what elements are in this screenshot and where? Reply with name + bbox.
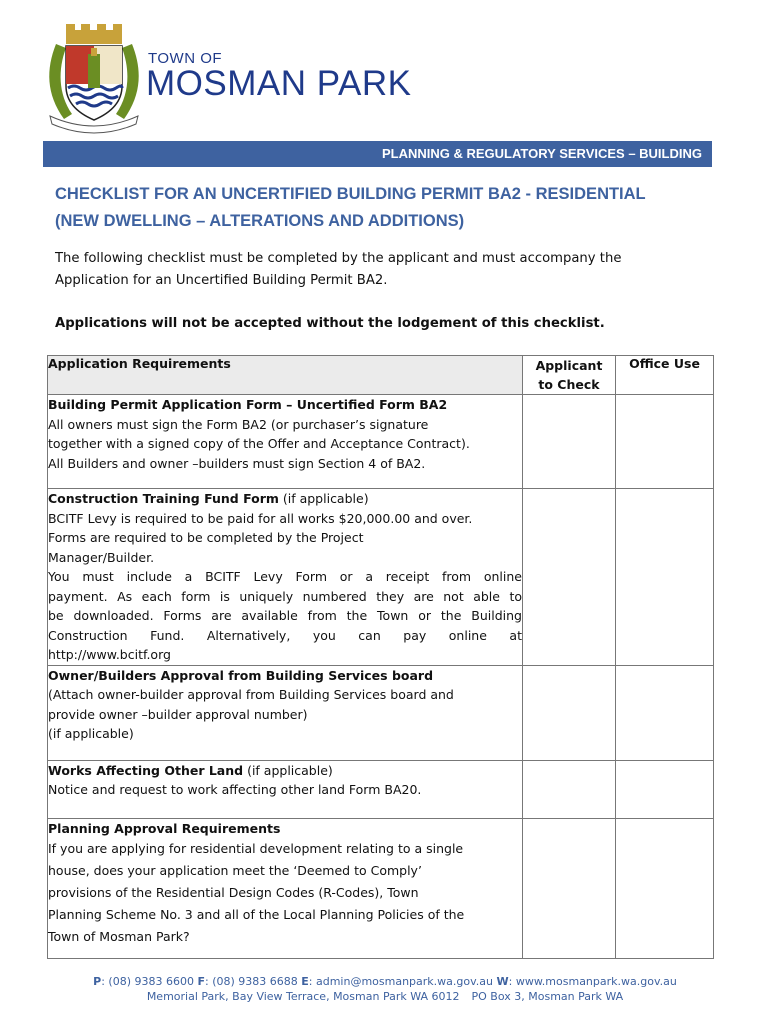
lodgement-notice: Applications will not be accepted without the lodgement of this checklist.	[55, 316, 605, 331]
heading-suffix: (if applicable)	[243, 762, 333, 778]
requirement-line: Manager/Builder.	[48, 549, 155, 565]
heading-text: Works Affecting Other Land	[48, 762, 244, 778]
col-header-applicant	[523, 356, 616, 395]
fax-key: F	[197, 975, 205, 988]
requirements-table	[47, 355, 714, 959]
table-row	[48, 489, 714, 666]
requirement-heading	[48, 819, 522, 838]
table-row	[48, 665, 714, 760]
applicant-check-cell[interactable]	[523, 665, 616, 760]
requirement-line: Forms are required to be completed by the Project	[48, 530, 364, 545]
requirement-line: (Attach owner-builder approval from Building Services board and	[48, 687, 454, 702]
applicant-check-cell[interactable]	[523, 760, 616, 818]
document-title	[55, 181, 735, 235]
footer-address-line	[0, 989, 770, 1004]
requirement-line: Construction Fund. Alternatively, you can pay online at	[48, 627, 522, 643]
requirement-line: BCITF Levy is required to be paid for all works $20,000.00 and over.	[48, 510, 473, 526]
intro-line-2: Application for an Uncertified Building Permit BA2.	[55, 273, 388, 288]
requirement-cell	[48, 818, 523, 958]
table-header-row	[48, 356, 714, 395]
applicant-check-cell[interactable]	[523, 818, 616, 958]
requirement-line: be downloaded. Forms are available from the Town or the Building	[48, 608, 522, 623]
requirement-cell	[48, 489, 523, 666]
heading-text: Building Permit Application Form – Uncertified Form BA2	[48, 397, 448, 412]
requirement-heading	[48, 761, 522, 781]
title-line-1: CHECKLIST FOR AN UNCERTIFIED BUILDING PERMIT BA2 - RESIDENTIAL	[55, 185, 646, 203]
title-line-2: (NEW DWELLING – ALTERATIONS AND ADDITIONS)	[55, 212, 465, 230]
requirement-line: provisions of the Residential Design Codes (R-Codes), Town	[48, 884, 419, 900]
office-use-cell	[616, 818, 714, 958]
email-address[interactable]: : admin@mosmanpark.wa.gov.au	[308, 975, 493, 988]
page-footer	[0, 974, 770, 1004]
requirement-line: Planning Scheme No. 3 and all of the Local Planning Policies of the	[48, 906, 465, 922]
department-label: PLANNING & REGULATORY SERVICES – BUILDING	[382, 146, 702, 161]
po-box: PO Box 3, Mosman Park WA	[471, 990, 624, 1003]
heading-text: Construction Training Fund Form	[48, 491, 279, 506]
requirement-heading	[48, 395, 522, 415]
website-url[interactable]: : www.mosmanpark.wa.gov.au	[508, 975, 677, 988]
requirement-cell	[48, 395, 523, 489]
requirement-cell	[48, 760, 523, 818]
phone-number: : (08) 9383 6600	[101, 975, 194, 988]
requirement-line: together with a signed copy of the Offer and Acceptance Contract).	[48, 436, 470, 451]
col-header-requirements: Application Requirements	[48, 356, 523, 395]
phone-key: P	[93, 975, 102, 988]
col-header-applicant-line-2: to Check	[538, 377, 600, 392]
requirement-line: All owners must sign the Form BA2 (or purchaser’s signature	[48, 416, 429, 432]
col-header-office-use: Office Use	[616, 356, 714, 395]
requirement-line: Town of Mosman Park?	[48, 928, 190, 944]
applicant-check-cell[interactable]	[523, 489, 616, 666]
table-row	[48, 818, 714, 958]
office-use-cell	[616, 395, 714, 489]
requirement-heading	[48, 666, 522, 686]
table-row	[48, 760, 714, 818]
applicant-check-cell[interactable]	[523, 395, 616, 489]
requirement-line: provide owner –builder approval number)	[48, 706, 308, 722]
requirement-line: payment. As each form is uniquely numbered they are not able to	[48, 588, 522, 604]
web-key: W	[496, 975, 509, 988]
requirement-line: If you are applying for residential development relating to a single	[48, 840, 464, 856]
bcitf-link[interactable]: http://www.bcitf.org	[48, 647, 171, 662]
heading-suffix: (if applicable)	[278, 491, 369, 506]
street-address: Memorial Park, Bay View Terrace, Mosman Park WA 6012	[146, 990, 460, 1003]
requirement-line: Notice and request to work affecting other land Form BA20.	[48, 782, 422, 797]
requirement-line: All Builders and owner –builders must sign Section 4 of BA2.	[48, 455, 426, 471]
office-use-cell	[616, 665, 714, 760]
fax-number: : (08) 9383 6688	[205, 975, 298, 988]
town-crest-icon	[44, 24, 144, 134]
requirement-line: house, does your application meet the ‘Deemed to Comply’	[48, 862, 422, 878]
intro-line-1: The following checklist must be completed by the applicant and must accompany the	[55, 251, 622, 266]
heading-text: Planning Approval Requirements	[48, 820, 281, 836]
requirement-line: (if applicable)	[48, 726, 134, 741]
office-use-cell	[616, 489, 714, 666]
footer-contact-line	[0, 974, 770, 989]
office-use-cell	[616, 760, 714, 818]
department-bar	[43, 141, 712, 167]
col-header-applicant-line-1: Applicant	[535, 358, 603, 373]
table-row	[48, 395, 714, 489]
town-name: MOSMAN PARK	[146, 64, 412, 103]
email-key: E	[301, 975, 309, 988]
heading-text: Owner/Builders Approval from Building Services board	[48, 667, 434, 683]
requirement-cell	[48, 665, 523, 760]
town-of-text: TOWN OF	[148, 50, 223, 67]
intro-paragraph	[55, 248, 705, 292]
town-logo	[44, 24, 469, 136]
requirement-line: You must include a BCITF Levy Form or a receipt from online	[48, 569, 522, 584]
requirement-heading	[48, 489, 522, 509]
